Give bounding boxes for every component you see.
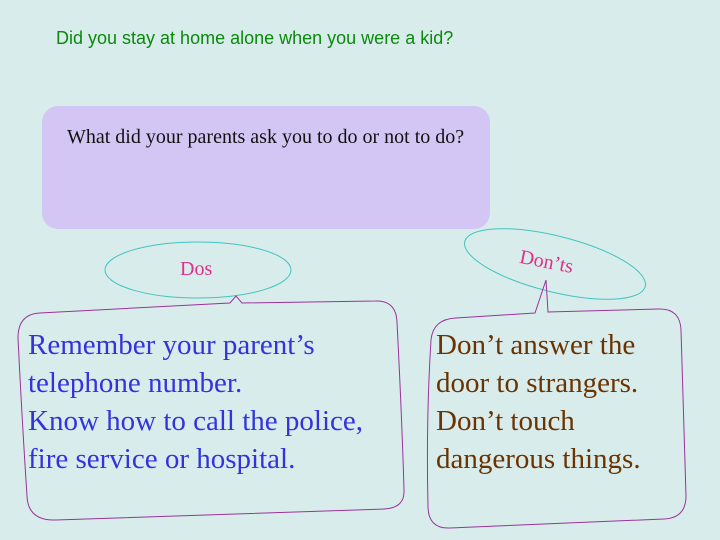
dos-label: Dos bbox=[180, 258, 213, 280]
donts-list bbox=[436, 326, 641, 478]
donts-line: dangerous things. bbox=[436, 443, 641, 475]
dos-line: fire service or hospital. bbox=[28, 443, 296, 475]
dos-line: Remember your parent’s bbox=[28, 329, 315, 361]
donts-line: door to strangers. bbox=[436, 367, 639, 399]
dos-line: telephone number. bbox=[28, 367, 243, 399]
slide-heading: Did you stay at home alone when you were a kid? bbox=[56, 28, 454, 48]
dos-line: Know how to call the police, bbox=[28, 405, 364, 437]
question-text: What did your parents ask you to do or not to do? bbox=[67, 126, 465, 148]
dos-list bbox=[28, 326, 363, 478]
donts-label: Don’ts bbox=[517, 246, 576, 278]
donts-line: Don’t answer the bbox=[436, 329, 636, 361]
donts-line: Don’t touch bbox=[436, 405, 575, 437]
